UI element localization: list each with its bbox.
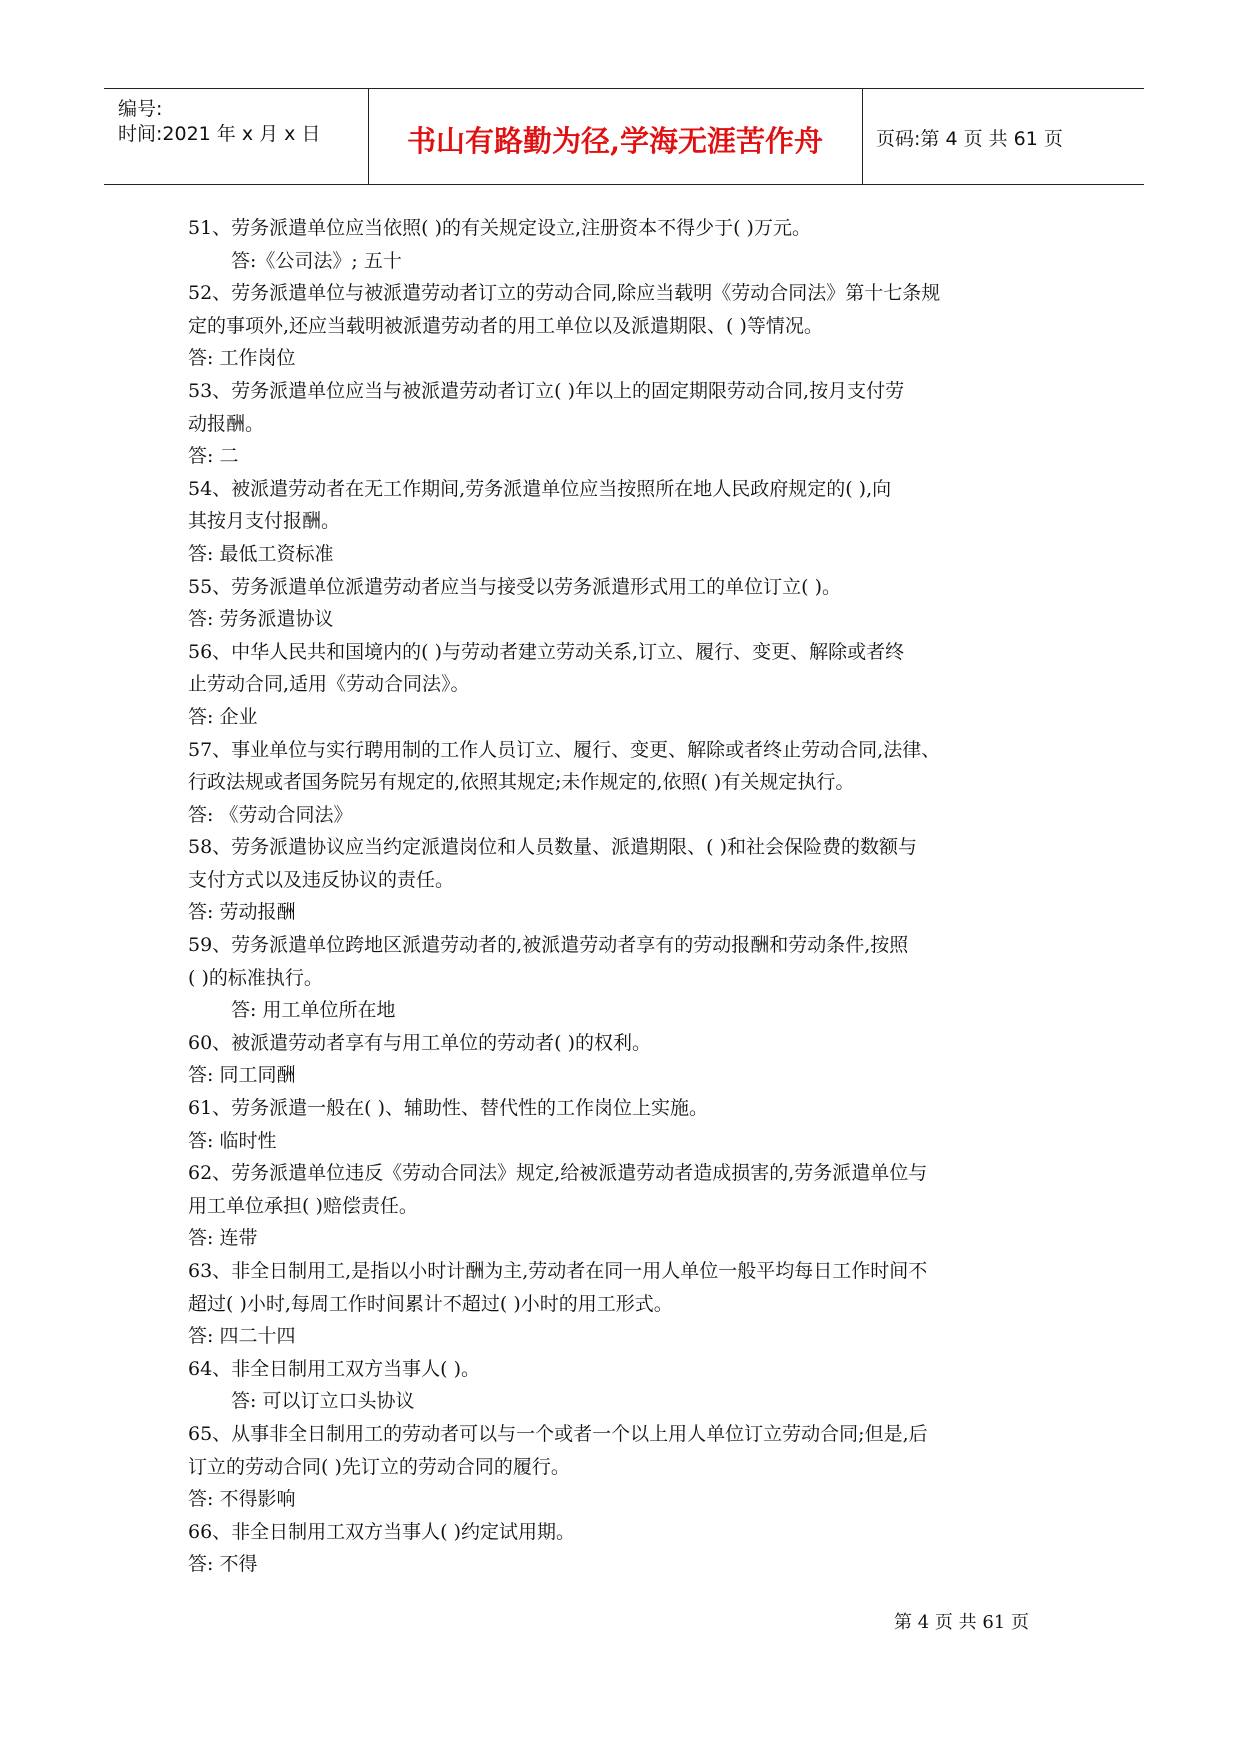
answer-line: 答: 企业 [188,705,258,728]
text-line: 57、事业单位与实行聘用制的工作人员订立、履行、变更、解除或者终止劳动合同,法律、 [188,738,941,761]
text-line: 65、从事非全日制用工的劳动者可以与一个或者一个以上用人单位订立劳动合同;但是,后 [188,1422,928,1445]
header-right-cell [862,89,1144,184]
answer-line: 答: 最低工资标准 [188,542,334,565]
text-line: 55、劳务派遣单位派遣劳动者应当与接受以劳务派遣形式用工的单位订立( )。 [188,575,842,598]
text-line: 53、劳务派遣单位应当与被派遣劳动者订立( )年以上的固定期限劳动合同,按月支付劳 [188,379,905,402]
text-line: 60、被派遣劳动者享有与用工单位的劳动者( )的权利。 [188,1031,652,1054]
text-line: 动报酬。 [188,412,265,435]
text-line: 支付方式以及违反协议的责任。 [188,868,455,891]
text-line: 其按月支付报酬。 [188,510,341,533]
text-line: 订立的劳动合同( )先订立的劳动合同的履行。 [188,1455,570,1478]
text-line: 64、非全日制用工双方当事人( )。 [188,1357,481,1380]
text-line: 54、被派遣劳动者在无工作期间,劳务派遣单位应当按照所在地人民政府规定的( ),向 [188,477,892,500]
text-line: 59、劳务派遣单位跨地区派遣劳动者的,被派遣劳动者享有的劳动报酬和劳动条件,按照 [188,934,909,957]
answer-line: 答: 劳动报酬 [188,901,296,924]
page-code-label: 页码:第 4 页 共 61 页 [876,128,1063,150]
answer-line: 答: 同工同酬 [188,1064,296,1087]
answer-line: 答: 可以订立口头协议 [231,1390,415,1413]
answer-line: 答: 工作岗位 [188,347,296,370]
answer-line: 答: 二 [188,445,239,468]
answer-line: 答: 不得 [188,1553,258,1576]
text-line: 56、中华人民共和国境内的( )与劳动者建立劳动关系,订立、履行、变更、解除或者终 [188,640,905,663]
answer-line: 答: 劳务派遣协议 [188,608,334,631]
answer-line: 答: 用工单位所在地 [231,999,396,1022]
answer-line: 答: 《劳动合同法》 [188,803,353,826]
text-line: 63、非全日制用工,是指以小时计酬为主,劳动者在同一用人单位一般平均每日工作时间不 [188,1260,928,1282]
text-line: 超过( )小时,每周工作时间累计不超过( )小时的用工形式。 [188,1292,673,1315]
document-header [104,88,1144,185]
text-line: 止劳动合同,适用《劳动合同法》。 [188,673,470,696]
motto-text: 书山有路勤为径,学海无涯苦作舟 [406,124,824,158]
text-line: 用工单位承担( )赔偿责任。 [188,1194,418,1217]
question-answer-body [188,212,1068,1581]
answer-line: 答: 四二十四 [188,1325,296,1348]
answer-line: 答: 临时性 [188,1129,277,1152]
text-line: 51、劳务派遣单位应当依照( )的有关规定设立,注册资本不得少于( )万元。 [188,217,811,239]
answer-line: 答: 连带 [188,1227,258,1250]
answer-line: 答:《公司法》; 五十 [231,249,402,272]
header-left-cell [104,89,369,184]
page-footer: 第 4 页 共 61 页 [894,1612,1029,1633]
serial-number-label: 编号: [118,98,163,120]
text-line: 66、非全日制用工双方当事人( )约定试用期。 [188,1520,576,1543]
header-middle-cell [368,89,863,184]
text-line: ( )的标准执行。 [188,966,323,989]
answer-line: 答: 不得影响 [188,1488,296,1511]
date-label: 时间:2021 年 x 月 x 日 [118,123,321,145]
text-line: 行政法规或者国务院另有规定的,依照其规定;未作规定的,依照( )有关规定执行。 [188,771,855,794]
text-line: 定的事项外,还应当载明被派遣劳动者的用工单位以及派遣期限、( )等情况。 [188,314,823,337]
text-line: 58、劳务派遣协议应当约定派遣岗位和人员数量、派遣期限、( )和社会保险费的数额与 [188,836,918,859]
text-line: 62、劳务派遣单位违反《劳动合同法》规定,给被派遣劳动者造成损害的,劳务派遣单位与 [188,1162,928,1185]
text-line: 52、劳务派遣单位与被派遣劳动者订立的劳动合同,除应当载明《劳动合同法》第十七条规 [188,282,941,305]
text-line: 61、劳务派遣一般在( )、辅助性、替代性的工作岗位上实施。 [188,1097,709,1120]
